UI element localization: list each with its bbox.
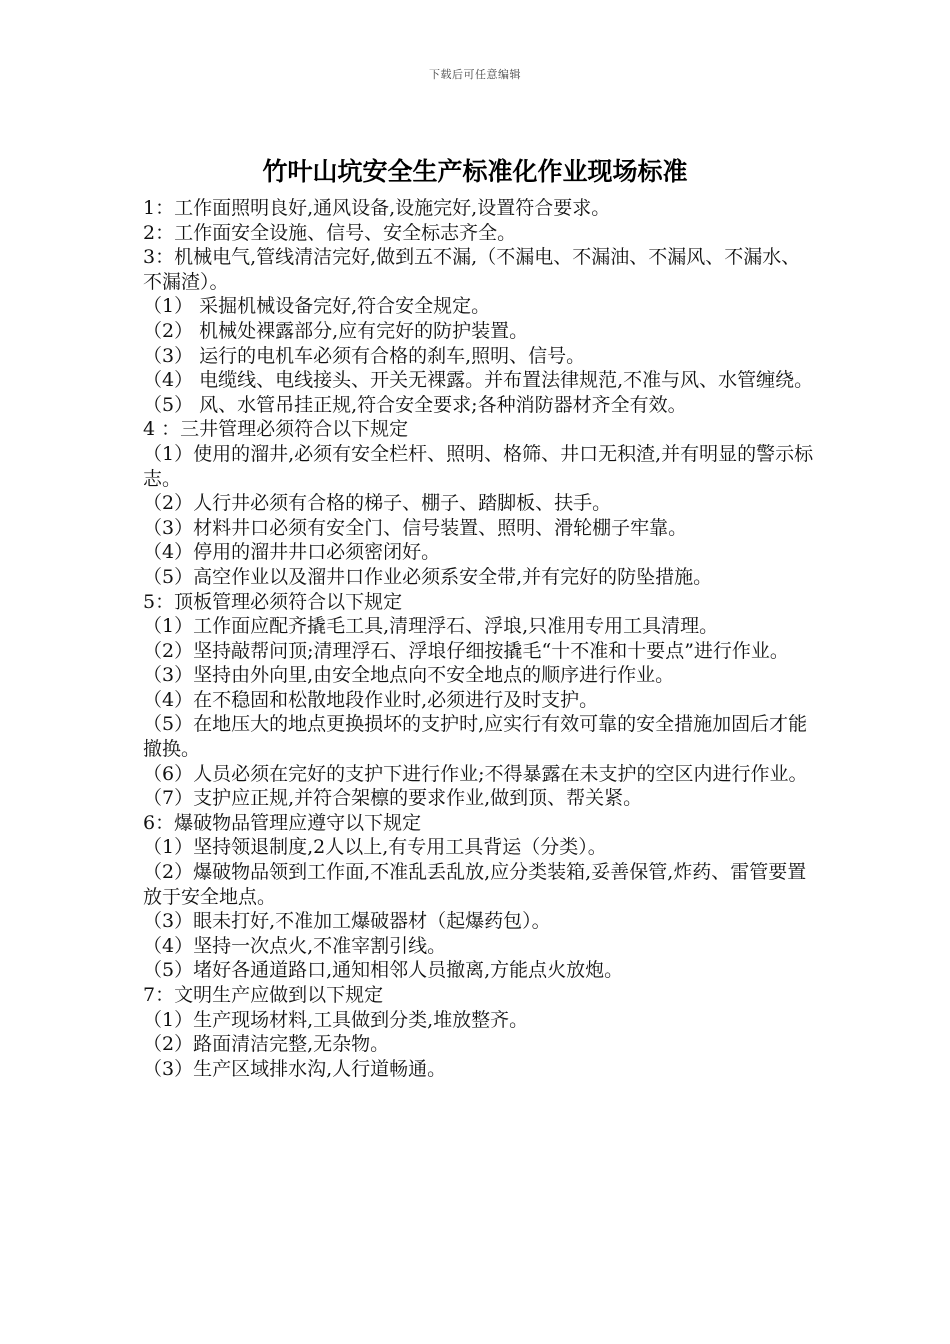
paragraph-line: （4）在不稳固和松散地段作业时,必须进行及时支护。 — [143, 688, 599, 711]
paragraph-line: （2）坚持敲帮问顶;清理浮石、浮埌仔细按撬毛“十不准和十要点”进行作业。 — [143, 639, 789, 662]
page-title: 竹叶山坑安全生产标准化作业现场标准 — [262, 157, 688, 186]
paragraph-line: （6）人员必须在完好的支护下进行作业;不得暴露在未支护的空区内进行作业。 — [143, 762, 808, 785]
paragraph-line: （1）使用的溜井,必须有安全栏杆、照明、格筛、井口无积渣,并有明显的警示标志。 — [143, 442, 814, 490]
paragraph-line: （7）支护应正规,并符合架檩的要求作业,做到顶、帮关紧。 — [143, 787, 643, 810]
document-body — [143, 196, 815, 1081]
paragraph-line: 3：机械电气,管线清洁完好,做到五不漏,（不漏电、不漏油、不漏风、不漏水、不漏渣）。 — [143, 246, 801, 293]
paragraph-line: （3）眼未打好,不准加工爆破器材（起爆药包）。 — [143, 910, 551, 933]
paragraph-line: （5）高空作业以及溜井口作业必须系安全带,并有完好的防坠措施。 — [143, 565, 713, 588]
paragraph-line: 6：爆破物品管理应遵守以下规定 — [143, 811, 422, 834]
paragraph-line: （2） 机械处裸露部分,应有完好的防护装置。 — [143, 319, 529, 342]
paragraph-line: 2：工作面安全设施、信号、安全标志齐全。 — [143, 221, 517, 244]
paragraph-line: （1） 采掘机械设备完好,符合安全规定。 — [143, 295, 491, 318]
paragraph-line: （4） 电缆线、电线接头、开关无裸露。并布置法律规范,不准与风、水管缠绕。 — [143, 369, 814, 392]
paragraph-line: （3）生产区域排水沟,人行道畅通。 — [143, 1057, 447, 1080]
paragraph-line: （3）坚持由外向里,由安全地点向不安全地点的顺序进行作业。 — [143, 664, 675, 687]
paragraph-line: （5）堵好各通道路口,通知相邻人员撤离,方能点火放炮。 — [143, 959, 624, 982]
paragraph-line: （1）生产现场材料,工具做到分类,堆放整齐。 — [143, 1008, 529, 1031]
paragraph-line: （4）坚持一次点火,不准宰割引线。 — [143, 934, 447, 957]
paragraph-line: （5） 风、水管吊挂正规,符合安全要求;各种消防器材齐全有效。 — [143, 393, 687, 416]
paragraph-line: 5：顶板管理必须符合以下规定 — [143, 590, 403, 613]
page-header-note: 下载后可任意编辑 — [429, 68, 521, 81]
paragraph-line: （3）材料井口必须有安全门、信号装置、照明、滑轮棚子牢靠。 — [143, 516, 688, 539]
paragraph-line: （2）路面清洁完整,无杂物。 — [143, 1033, 390, 1056]
paragraph-line: （1）坚持领退制度,2人以上,有专用工具背运（分类）。 — [143, 836, 607, 859]
paragraph-line: （2）爆破物品领到工作面,不准乱丢乱放,应分类装箱,妥善保管,炸药、雷管要置放于安全地点。 — [143, 861, 807, 908]
paragraph-line: 7：文明生产应做到以下规定 — [143, 984, 384, 1006]
paragraph-line: （3） 运行的电机车必须有合格的刹车,照明、信号。 — [143, 344, 586, 367]
paragraph-line: （2）人行井必须有合格的梯子、棚子、踏脚板、扶手。 — [143, 492, 612, 515]
paragraph-line: （5）在地压大的地点更换损坏的支护时,应实行有效可靠的安全措施加固后才能撤换。 — [143, 713, 808, 761]
paragraph-line: （1）工作面应配齐撬毛工具,清理浮石、浮埌,只准用专用工具清理。 — [143, 615, 719, 638]
paragraph-line: 1：工作面照明良好,通风设备,设施完好,设置符合要求。 — [143, 197, 611, 219]
paragraph-line: 4 ：三井管理必须符合以下规定 — [143, 418, 409, 441]
paragraph-line: （4）停用的溜井井口必须密闭好。 — [143, 541, 441, 564]
